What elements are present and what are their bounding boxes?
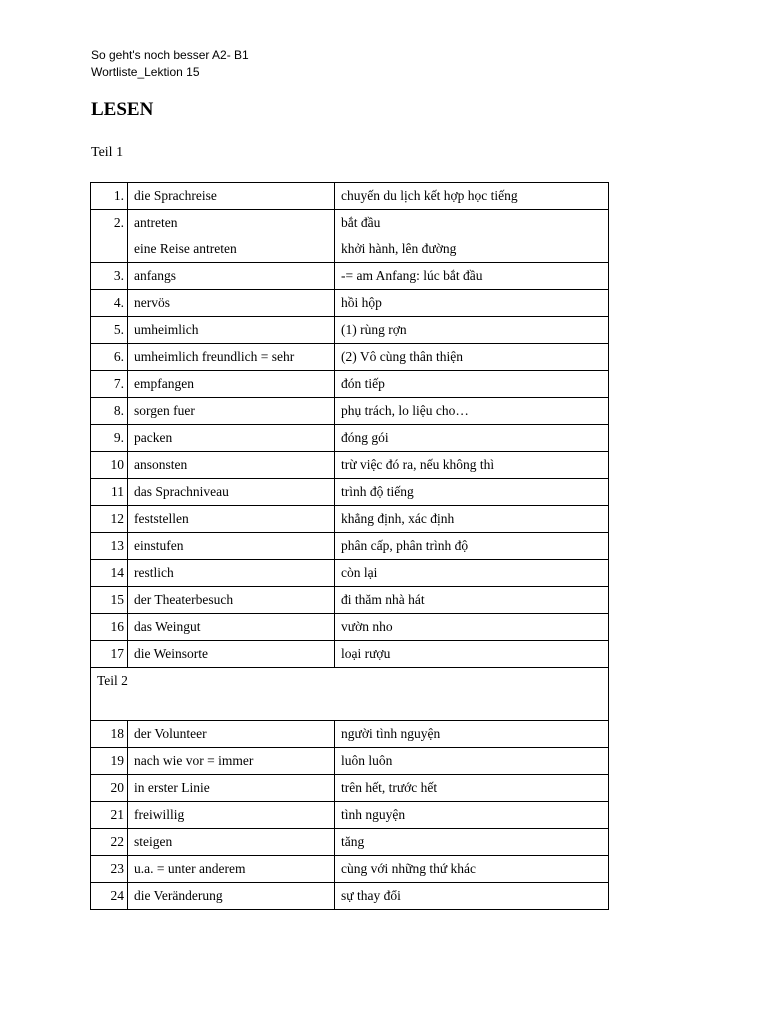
table-row xyxy=(91,479,609,506)
header-title: So geht's noch besser A2- B1 xyxy=(91,48,249,62)
table-row xyxy=(91,506,609,533)
table-row xyxy=(91,748,609,775)
vietnamese-translation: vườn nho xyxy=(335,614,609,641)
vietnamese-translation: phân cấp, phân trình độ xyxy=(335,533,609,560)
vietnamese-translation: luôn luôn xyxy=(335,748,609,775)
row-number: 18 xyxy=(91,721,128,748)
vietnamese-translation: người tình nguyện xyxy=(335,721,609,748)
row-number: 22 xyxy=(91,829,128,856)
vietnamese-translation: chuyến du lịch kết hợp học tiếng xyxy=(335,183,609,210)
row-number: 1. xyxy=(91,183,128,210)
translation-line: bắt đầu xyxy=(341,215,381,230)
german-term: die Sprachreise xyxy=(128,183,335,210)
row-number: 15 xyxy=(91,587,128,614)
row-number: 16 xyxy=(91,614,128,641)
vietnamese-translation: loại rượu xyxy=(335,641,609,668)
german-term: nach wie vor = immer xyxy=(128,748,335,775)
german-term: einstufen xyxy=(128,533,335,560)
row-number: 3. xyxy=(91,263,128,290)
row-number: 17 xyxy=(91,641,128,668)
row-number: 19 xyxy=(91,748,128,775)
german-term: empfangen xyxy=(128,371,335,398)
german-term: die Weinsorte xyxy=(128,641,335,668)
table-row xyxy=(91,344,609,371)
vietnamese-translation: phụ trách, lo liệu cho… xyxy=(335,398,609,425)
row-number: 12 xyxy=(91,506,128,533)
german-term: der Volunteer xyxy=(128,721,335,748)
vietnamese-translation: (2) Vô cùng thân thiện xyxy=(335,344,609,371)
vietnamese-translation: tăng xyxy=(335,829,609,856)
german-term: umheimlich freundlich = sehr xyxy=(128,344,335,371)
header-subtitle: Wortliste_Lektion 15 xyxy=(91,65,200,79)
german-term: freiwillig xyxy=(128,802,335,829)
table-row xyxy=(91,587,609,614)
row-number: 2. xyxy=(91,210,128,263)
vietnamese-translation: đi thăm nhà hát xyxy=(335,587,609,614)
vietnamese-translation: đóng gói xyxy=(335,425,609,452)
german-term: das Weingut xyxy=(128,614,335,641)
german-term: nervös xyxy=(128,290,335,317)
table-row xyxy=(91,883,609,910)
vietnamese-translation: hồi hộp xyxy=(335,290,609,317)
row-number: 11 xyxy=(91,479,128,506)
vietnamese-translation: đón tiếp xyxy=(335,371,609,398)
vietnamese-translation: trừ việc đó ra, nếu không thì xyxy=(335,452,609,479)
table-row xyxy=(91,210,609,263)
german-term: packen xyxy=(128,425,335,452)
row-number: 9. xyxy=(91,425,128,452)
section-title: LESEN xyxy=(91,99,154,120)
row-number: 24 xyxy=(91,883,128,910)
vietnamese-translation: trên hết, trước hết xyxy=(335,775,609,802)
row-number: 6. xyxy=(91,344,128,371)
part-2-label: Teil 2 xyxy=(91,668,609,721)
table-row xyxy=(91,183,609,210)
german-term: steigen xyxy=(128,829,335,856)
vietnamese-translation xyxy=(335,210,609,263)
german-term: anfangs xyxy=(128,263,335,290)
german-term: ansonsten xyxy=(128,452,335,479)
row-number: 8. xyxy=(91,398,128,425)
row-number: 5. xyxy=(91,317,128,344)
table-row xyxy=(91,371,609,398)
table-row xyxy=(91,398,609,425)
vietnamese-translation: (1) rùng rợn xyxy=(335,317,609,344)
row-number: 23 xyxy=(91,856,128,883)
german-term xyxy=(128,210,335,263)
vietnamese-translation: -= am Anfang: lúc bắt đầu xyxy=(335,263,609,290)
vietnamese-translation: cùng với những thứ khác xyxy=(335,856,609,883)
row-number: 13 xyxy=(91,533,128,560)
table-row xyxy=(91,263,609,290)
german-term: feststellen xyxy=(128,506,335,533)
vietnamese-translation: trình độ tiếng xyxy=(335,479,609,506)
table-row xyxy=(91,775,609,802)
table-row xyxy=(91,317,609,344)
vietnamese-translation: còn lại xyxy=(335,560,609,587)
row-number: 10 xyxy=(91,452,128,479)
german-term-line: eine Reise antreten xyxy=(134,241,237,256)
row-number: 7. xyxy=(91,371,128,398)
row-number: 20 xyxy=(91,775,128,802)
table-row xyxy=(91,452,609,479)
table-row xyxy=(91,425,609,452)
german-term: restlich xyxy=(128,560,335,587)
table-row xyxy=(91,802,609,829)
table-row xyxy=(91,533,609,560)
table-row xyxy=(91,641,609,668)
vietnamese-translation: khẳng định, xác định xyxy=(335,506,609,533)
row-number: 21 xyxy=(91,802,128,829)
german-term: umheimlich xyxy=(128,317,335,344)
vietnamese-translation: tình nguyện xyxy=(335,802,609,829)
german-term: die Veränderung xyxy=(128,883,335,910)
table-row xyxy=(91,560,609,587)
vocabulary-table xyxy=(90,182,609,910)
table-row xyxy=(91,290,609,317)
section-row xyxy=(91,668,609,721)
table-row xyxy=(91,614,609,641)
german-term: u.a. = unter anderem xyxy=(128,856,335,883)
translation-line: khởi hành, lên đường xyxy=(341,241,457,256)
german-term: der Theaterbesuch xyxy=(128,587,335,614)
table-row xyxy=(91,721,609,748)
table-row xyxy=(91,829,609,856)
row-number: 14 xyxy=(91,560,128,587)
part-1-label: Teil 1 xyxy=(91,145,124,160)
vietnamese-translation: sự thay đổi xyxy=(335,883,609,910)
table-row xyxy=(91,856,609,883)
row-number: 4. xyxy=(91,290,128,317)
document-header xyxy=(91,47,249,81)
german-term: das Sprachniveau xyxy=(128,479,335,506)
german-term-line: antreten xyxy=(134,215,178,230)
german-term: in erster Linie xyxy=(128,775,335,802)
german-term: sorgen fuer xyxy=(128,398,335,425)
